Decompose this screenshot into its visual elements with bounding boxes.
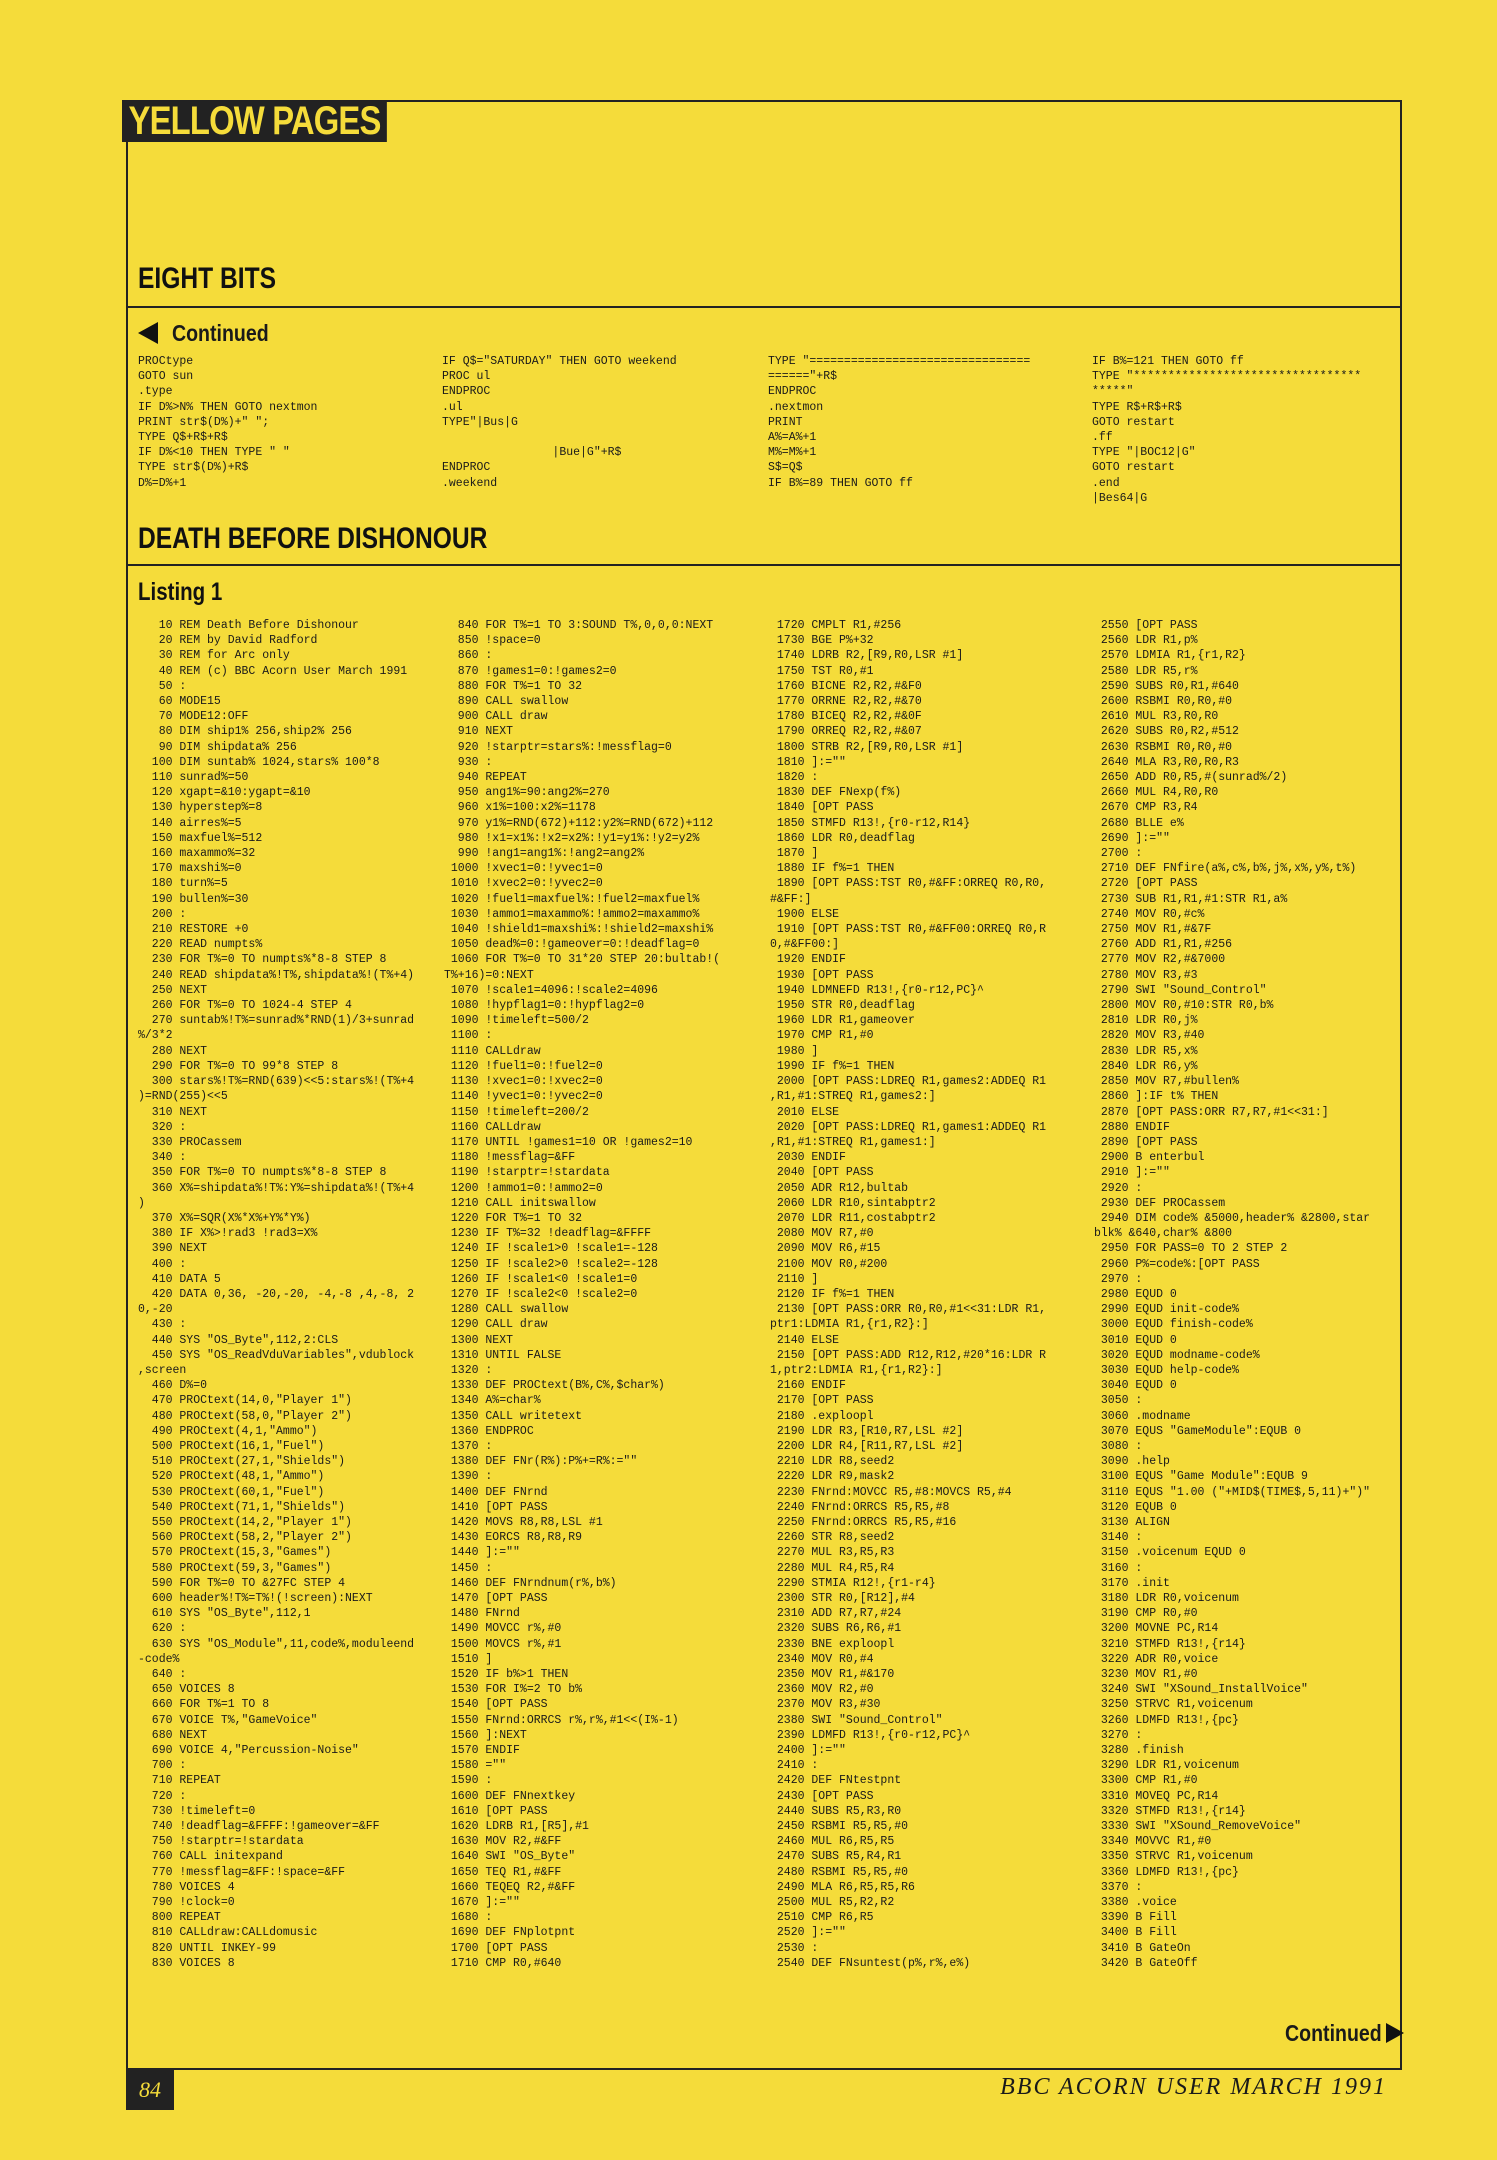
continued-heading (138, 318, 286, 348)
page-number: 84 (126, 2070, 174, 2110)
masthead: YELLOW PAGES (122, 100, 387, 142)
continued-footer (1268, 2020, 1404, 2046)
top-code-column-4: IF B%=121 THEN GOTO ff TYPE "********************************* *****" TYPE R$+R$+R$ GOTO restart .ff TYPE "|BOC12|G" GOTO restart .end |Bes64|G (1092, 355, 1362, 505)
magazine-footer: BBC ACORN USER MARCH 1991 (1000, 2074, 1387, 2100)
divider-line (126, 564, 1402, 566)
continued-label: Continued (172, 319, 269, 346)
listing-label: Listing 1 (138, 578, 223, 606)
listing-column-3: 1720 CMPLT R1,#256 1730 BGE P%+32 1740 LDRB R2,[R9,R0,LSR #1] 1750 TST R0,#1 1760 BICNE R2,R2,#&F0 1770 ORRNE R2,R2,#&70 1780 BICEQ R2,R2,#&0F 1790 ORREQ R2,R2,#&07 1800 STRB R2,[R9,R0,LSR #1] 1810 ]:="" 1820 : 1830 DEF FNexp(f%) 1840 [OPT PASS 1850 STMFD R13!,{r0-r12,R14} 1860 LDR R0,deadflag 1870 ] 1880 IF f%=1 THEN 1890 [OPT PASS:TST R0,#&FF:ORREQ R0,R0, #&FF:] 1900 ELSE 1910 [OPT PASS:TST R0,#&FF00:ORREQ R0,R 0,#&FF00:] 1920 ENDIF 1930 [OPT PASS 1940 LDMNEFD R13!,{r0-r12,PC}^ 1950 STR R0,deadflag 1960 LDR R1,gameover 1970 CMP R1,#0 1980 ] 1990 IF f%=1 THEN 2000 [OPT PASS:LDREQ R1,games2:ADDEQ R1 ,R1,#1:STREQ R1,games2:] 2010 ELSE 2020 [OPT PASS:LDREQ R1,games1:ADDEQ R1 ,R1,#1:STREQ R1,games1:] 2030 ENDIF 2040 [OPT PASS 2050 ADR R12,bultab 2060 LDR R10,sintabptr2 2070 LDR R11,costabptr2 2080 MOV R7,#0 2090 MOV R6,#15 2100 MOV R0,#200 2110 ] 2120 IF f%=1 THEN 2130 [OPT PASS:ORR R0,R0,#1<<31:LDR R1, ptr1:LDMIA R1,{r1,R2}:] 2140 ELSE 2150 [OPT PASS:ADD R12,R12,#20*16:LDR R 1,ptr2:LDMIA R1,{r1,R2}:] 2160 ENDIF 2170 [OPT PASS 2180 .exploopl 2190 LDR R3,[R10,R7,LSL #2] 2200 LDR R4,[R11,R7,LSL #2] 2210 LDR R8,seed2 2220 LDR R9,mask2 2230 FNrnd:MOVCC R5,#8:MOVCS R5,#4 2240 FNrnd:ORRCS R5,R5,#8 2250 FNrnd:ORRCS R5,R5,#16 2260 STR R8,seed2 2270 MUL R3,R5,R3 2280 MUL R4,R5,R4 2290 STMIA R12!,{r1-r4} 2300 STR R0,[R12],#4 2310 ADD R7,R7,#24 2320 SUBS R6,R6,#1 2330 BNE exploopl 2340 MOV R0,#4 2350 MOV R1,#&170 2360 MOV R2,#0 2370 MOV R3,#30 2380 SWI "Sound_Control" 2390 LDMFD R13!,{r0-r12,PC}^ 2400 ]:="" 2410 : 2420 DEF FNtestpnt 2430 [OPT PASS 2440 SUBS R5,R3,R0 2450 RSBMI R5,R5,#0 2460 MUL R6,R5,R5 2470 SUBS R5,R4,R1 2480 RSBMI R5,R5,#0 2490 MLA R6,R5,R5,R6 2500 MUL R5,R2,R2 2510 CMP R6,R5 2520 ]:="" 2530 : 2540 DEF FNsuntest(p%,r%,e%) (770, 619, 1047, 1970)
listing-column-4: 2550 [OPT PASS 2560 LDR R1,p% 2570 LDMIA R1,{r1,R2} 2580 LDR R5,r% 2590 SUBS R0,R1,#640 2600 RSBMI R0,R0,#0 2610 MUL R3,R0,R0 2620 SUBS R0,R2,#512 2630 RSBMI R0,R0,#0 2640 MLA R3,R0,R0,R3 2650 ADD R0,R5,#(sunrad%/2) 2660 MUL R4,R0,R0 2670 CMP R3,R4 2680 BLLE e% 2690 ]:="" 2700 : 2710 DEF FNfire(a%,c%,b%,j%,x%,y%,t%) 2720 [OPT PASS 2730 SUB R1,R1,#1:STR R1,a% 2740 MOV R0,#c% 2750 MOV R1,#&7F 2760 ADD R1,R1,#256 2770 MOV R2,#&7000 2780 MOV R3,#3 2790 SWI "Sound_Control" 2800 MOV R0,#10:STR R0,b% 2810 LDR R0,j% 2820 MOV R3,#40 2830 LDR R5,x% 2840 LDR R6,y% 2850 MOV R7,#bullen% 2860 ]:IF t% THEN 2870 [OPT PASS:ORR R7,R7,#1<<31:] 2880 ENDIF 2890 [OPT PASS 2900 B enterbul 2910 ]:="" 2920 : 2930 DEF PROCassem 2940 DIM code% &5000,header% &2800,star blk% &640,char% &800 2950 FOR PASS=0 TO 2 STEP 2 2960 P%=code%:[OPT PASS 2970 : 2980 EQUD 0 2990 EQUD init-code% 3000 EQUD finish-code% 3010 EQUD 0 3020 EQUD modname-code% 3030 EQUD help-code% 3040 EQUD 0 3050 : 3060 .modname 3070 EQUS "GameModule":EQUB 0 3080 : 3090 .help 3100 EQUS "Game Module":EQUB 9 3110 EQUS "1.00 ("+MID$(TIME$,5,11)+")" 3120 EQUB 0 3130 ALIGN 3140 : 3150 .voicenum EQUD 0 3160 : 3170 .init 3180 LDR R0,voicenum 3190 CMP R0,#0 3200 MOVNE PC,R14 3210 STMFD R13!,{r14} 3220 ADR R0,voice 3230 MOV R1,#0 3240 SWI "XSound_InstallVoice" 3250 STRVC R1,voicenum 3260 LDMFD R13!,{pc} 3270 : 3280 .finish 3290 LDR R1,voicenum 3300 CMP R1,#0 3310 MOVEQ PC,R14 3320 STMFD R13!,{r14} 3330 SWI "XSound_RemoveVoice" 3340 MOVVC R1,#0 3350 STRVC R1,voicenum 3360 LDMFD R13!,{pc} 3370 : 3380 .voice 3390 B Fill 3400 B Fill 3410 B GateOn 3420 B GateOff (1094, 619, 1371, 1970)
top-code-column-3: TYPE "================================ ======"+R$ ENDPROC .nextmon PRINT A%=A%+1 M%=M%+1 S$=Q$ IF B%=89 THEN GOTO ff (768, 355, 1031, 490)
right-arrow-icon (1386, 2023, 1404, 2043)
listing-column-2: 840 FOR T%=1 TO 3:SOUND T%,0,0,0:NEXT 850 !space=0 860 : 870 !games1=0:!games2=0 880 FOR T%=1 TO 32 890 CALL swallow 900 CALL draw 910 NEXT 920 !starptr=stars%:!messflag=0 930 : 940 REPEAT 950 ang1%=90:ang2%=270 960 x1%=100:x2%=1178 970 y1%=RND(672)+112:y2%=RND(672)+112 980 !x1=x1%:!x2=x2%:!y1=y1%:!y2=y2% 990 !ang1=ang1%:!ang2=ang2% 1000 !xvec1=0:!yvec1=0 1010 !xvec2=0:!yvec2=0 1020 !fuel1=maxfuel%:!fuel2=maxfuel% 1030 !ammo1=maxammo%:!ammo2=maxammo% 1040 !shield1=maxshi%:!shield2=maxshi% 1050 dead%=0:!gameover=0:!deadflag=0 1060 FOR T%=0 TO 31*20 STEP 20:bultab!( T%+16)=0:NEXT 1070 !scale1=4096:!scale2=4096 1080 !hypflag1=0:!hypflag2=0 1090 !timeleft=500/2 1100 : 1110 CALLdraw 1120 !fuel1=0:!fuel2=0 1130 !xvec1=0:!xvec2=0 1140 !yvec1=0:!yvec2=0 1150 !timeleft=200/2 1160 CALLdraw 1170 UNTIL !games1=10 OR !games2=10 1180 !messflag=&FF 1190 !starptr=!stardata 1200 !ammo1=0:!ammo2=0 1210 CALL initswallow 1220 FOR T%=1 TO 32 1230 IF T%=32 !deadflag=&FFFF 1240 IF !scale1>0 !scale1=-128 1250 IF !scale2>0 !scale2=-128 1260 IF !scale1<0 !scale1=0 1270 IF !scale2<0 !scale2=0 1280 CALL swallow 1290 CALL draw 1300 NEXT 1310 UNTIL FALSE 1320 : 1330 DEF PROCtext(B%,C%,$char%) 1340 A%=char% 1350 CALL writetext 1360 ENDPROC 1370 : 1380 DEF FNr(R%):P%+=R%:="" 1390 : 1400 DEF FNrnd 1410 [OPT PASS 1420 MOVS R8,R8,LSL #1 1430 EORCS R8,R8,R9 1440 ]:="" 1450 : 1460 DEF FNrndnum(r%,b%) 1470 [OPT PASS 1480 FNrnd 1490 MOVCC r%,#0 1500 MOVCS r%,#1 1510 ] 1520 IF b%>1 THEN 1530 FOR I%=2 TO b% 1540 [OPT PASS 1550 FNrnd:ORRCS r%,r%,#1<<(I%-1) 1560 ]:NEXT 1570 ENDIF 1580 ="" 1590 : 1600 DEF FNnextkey 1610 [OPT PASS 1620 LDRB R1,[R5],#1 1630 MOV R2,#&FF 1640 SWI "OS_Byte" 1650 TEQ R1,#&FF 1660 TEQEQ R2,#&FF 1670 ]:="" 1680 : 1690 DEF FNplotpnt 1700 [OPT PASS 1710 CMP R0,#640 (444, 619, 721, 1970)
continued-footer-label: Continued (1285, 2019, 1382, 2046)
article-title: DEATH BEFORE DISHONOUR (138, 522, 488, 555)
top-code-column-2: IF Q$="SATURDAY" THEN GOTO weekend PROC ul ENDPROC .ul TYPE"|Bus|G |Bue|G"+R$ ENDPROC .weekend (442, 355, 677, 490)
left-arrow-icon (138, 322, 158, 344)
top-code-column-1: PROCtype GOTO sun .type IF D%>N% THEN GOTO nextmon PRINT str$(D%)+" "; TYPE Q$+R$+R$ IF D%<10 THEN TYPE " " TYPE str$(D%)+R$ D%=D%+1 (138, 355, 318, 490)
divider-line (126, 306, 1402, 308)
section-heading-eight-bits: EIGHT BITS (138, 262, 277, 295)
listing-column-1: 10 REM Death Before Dishonour 20 REM by David Radford 30 REM for Arc only 40 REM (c) BBC Acorn User March 1991 50 : 60 MODE15 70 MODE12:OFF 80 DIM ship1% 256,ship2% 256 90 DIM shipdata% 256 100 DIM suntab% 1024,stars% 100*8 110 sunrad%=50 120 xgapt=&10:ygapt=&10 130 hyperstep%=8 140 airres%=5 150 maxfuel%=512 160 maxammo%=32 170 maxshi%=0 180 turn%=5 190 bullen%=30 200 : 210 RESTORE +0 220 READ numpts% 230 FOR T%=0 TO numpts%*8-8 STEP 8 240 READ shipdata%!T%,shipdata%!(T%+4) 250 NEXT 260 FOR T%=0 TO 1024-4 STEP 4 270 suntab%!T%=sunrad%*RND(1)/3+sunrad %/3*2 280 NEXT 290 FOR T%=0 TO 99*8 STEP 8 300 stars%!T%=RND(639)<<5:stars%!(T%+4 )=RND(255)<<5 310 NEXT 320 : 330 PROCassem 340 : 350 FOR T%=0 TO numpts%*8-8 STEP 8 360 X%=shipdata%!T%:Y%=shipdata%!(T%+4 ) 370 X%=SQR(X%*X%+Y%*Y%) 380 IF X%>!rad3 !rad3=X% 390 NEXT 400 : 410 DATA 5 420 DATA 0,36, -20,-20, -4,-8 ,4,-8, 2 0,-20 430 : 440 SYS "OS_Byte",112,2:CLS 450 SYS "OS_ReadVduVariables",vdublock ,screen 460 D%=0 470 PROCtext(14,0,"Player 1") 480 PROCtext(58,0,"Player 2") 490 PROCtext(4,1,"Ammo") 500 PROCtext(16,1,"Fuel") 510 PROCtext(27,1,"Shields") 520 PROCtext(48,1,"Ammo") 530 PROCtext(60,1,"Fuel") 540 PROCtext(71,1,"Shields") 550 PROCtext(14,2,"Player 1") 560 PROCtext(58,2,"Player 2") 570 PROCtext(15,3,"Games") 580 PROCtext(59,3,"Games") 590 FOR T%=0 TO &27FC STEP 4 600 header%!T%=T%!(!screen):NEXT 610 SYS "OS_Byte",112,1 620 : 630 SYS "OS_Module",11,code%,moduleend -code% 640 : 650 VOICES 8 660 FOR T%=1 TO 8 670 VOICE T%,"GameVoice" 680 NEXT 690 VOICE 4,"Percussion-Noise" 700 : 710 REPEAT 720 : 730 !timeleft=0 740 !deadflag=&FFFF:!gameover=&FF 750 !starptr=!stardata 760 CALL initexpand 770 !messflag=&FF:!space=&FF 780 VOICES 4 790 !clock=0 800 REPEAT 810 CALLdraw:CALLdomusic 820 UNTIL INKEY-99 830 VOICES 8 (138, 619, 415, 1970)
